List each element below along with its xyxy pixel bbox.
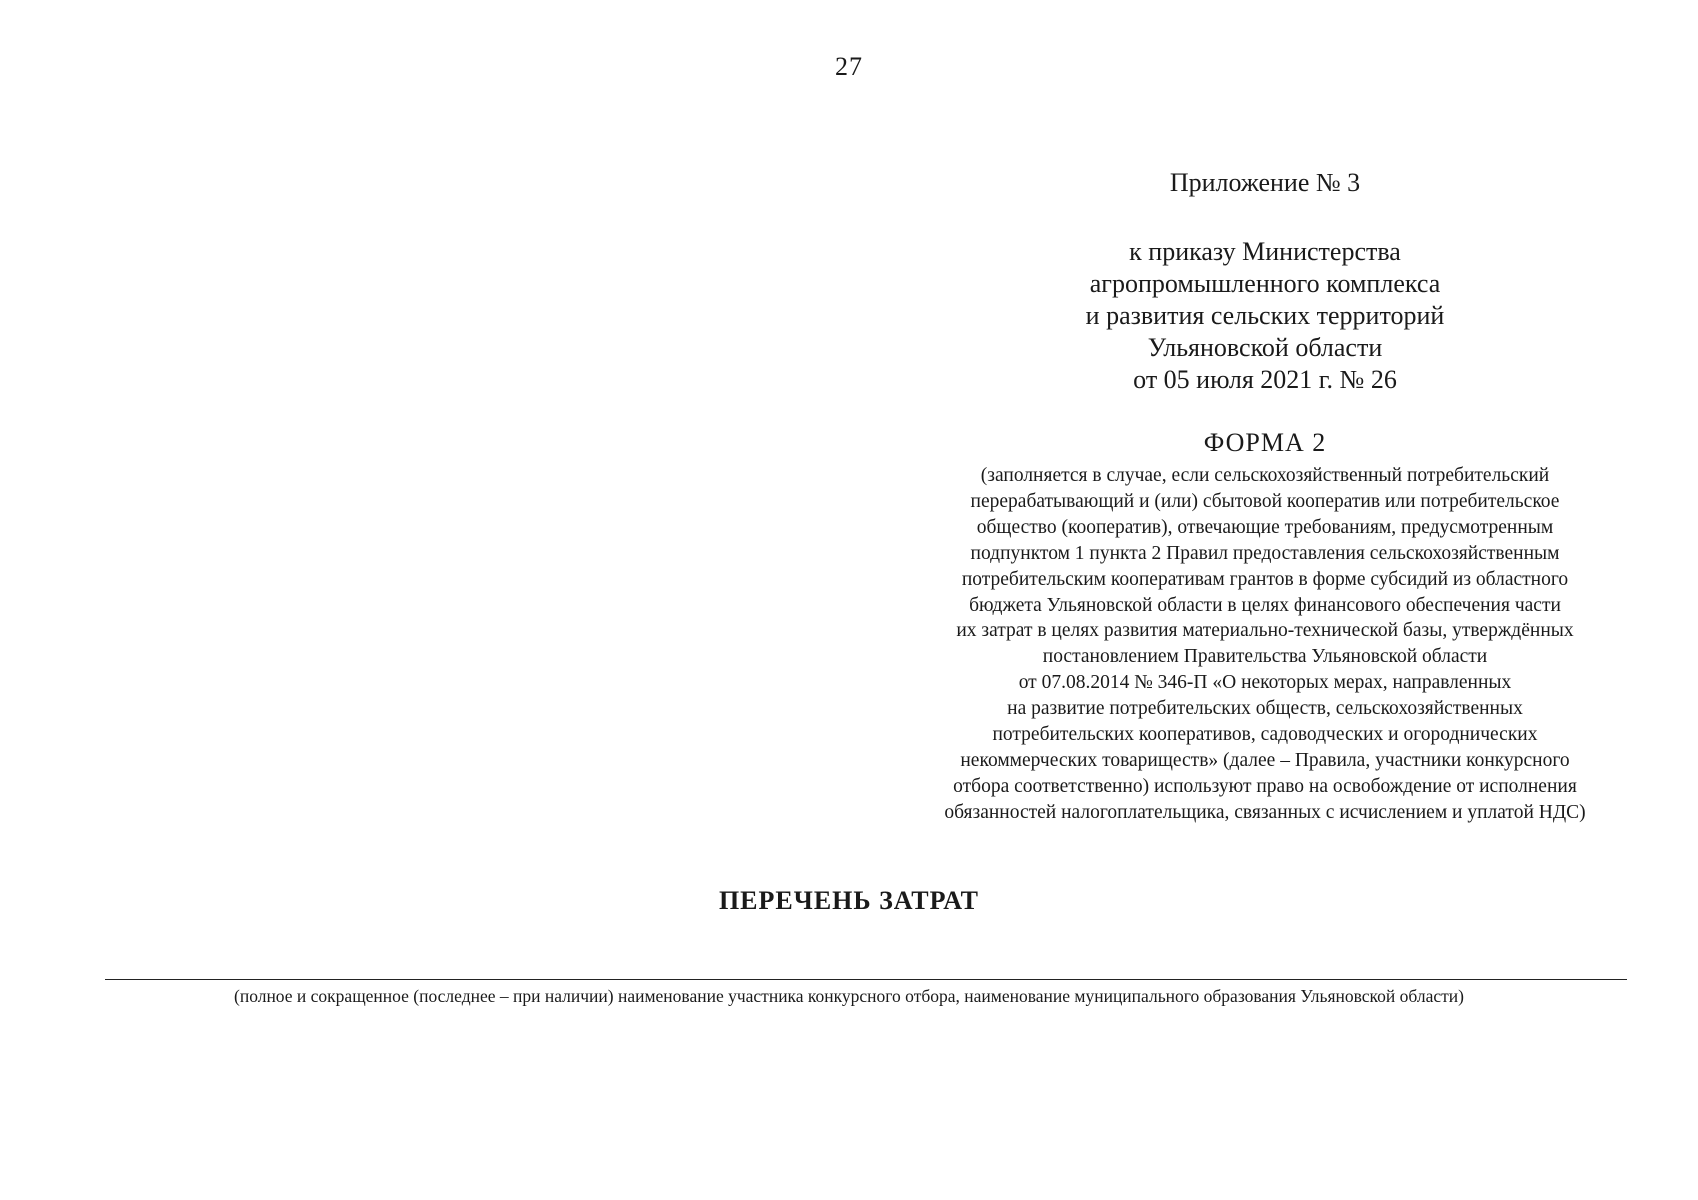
form-note-line: отбора соответственно) используют право на освобождение от исполнения (953, 775, 1577, 797)
order-reference-line: от 05 июля 2021 г. № 26 (1133, 365, 1397, 394)
order-reference-line: Ульяновской области (1147, 333, 1383, 362)
form-note-line: (заполняется в случае, если сельскохозяйственный потребительский (980, 465, 1550, 486)
order-reference-line: к приказу Министерства (1129, 237, 1401, 266)
order-reference-line: агропромышленного комплекса (1089, 269, 1441, 298)
form-note-line: потребительским кооперативам грантов в форме субсидий из областного (961, 568, 1569, 590)
appendix-title: Приложение № 3 (1169, 168, 1361, 197)
form-title: ФОРМА 2 (1203, 428, 1327, 457)
form-note-line: потребительских кооперативов, садоводческих и огороднических (992, 724, 1538, 746)
participant-name-fill-line (105, 979, 1627, 980)
form-note-line: их затрат в целях развития материально-технической базы, утверждённых (956, 620, 1574, 642)
form-note-line: от 07.08.2014 № 346-П «О некоторых мерах, направленных (1018, 672, 1512, 694)
participant-name-caption: (полное и сокращенное (последнее – при наличии) наименование участника конкурсного отбора, наименование муниципального образования Ульяновской области) (234, 986, 1464, 1006)
form-note-line: некоммерческих товариществ» (далее – Правила, участники конкурсного (960, 749, 1570, 771)
order-reference (1030, 236, 1500, 396)
form-note-line: на развитие потребительских обществ, сельскохозяйственных (1007, 698, 1523, 720)
order-reference-line: и развития сельских территорий (1085, 301, 1445, 330)
form-note-line: бюджета Ульяновской области в целях финансового обеспечения части (969, 594, 1561, 616)
page-number: 27 (835, 52, 863, 81)
form-note-line: общество (кооператив), отвечающие требованиям, предусмотренным (976, 516, 1554, 538)
document-title: ПЕРЕЧЕНЬ ЗАТРАТ (718, 886, 980, 915)
form-note-line: обязанностей налогоплательщика, связанных с исчислением и уплатой НДС) (944, 801, 1586, 823)
form-note (880, 463, 1650, 826)
form-note-line: постановлением Правительства Ульяновской области (1042, 646, 1488, 668)
form-note-line: перерабатывающий и (или) сбытовой кооператив или потребительское (970, 490, 1560, 512)
form-note-line: подпунктом 1 пункта 2 Правил предоставления сельскохозяйственным (970, 542, 1560, 564)
